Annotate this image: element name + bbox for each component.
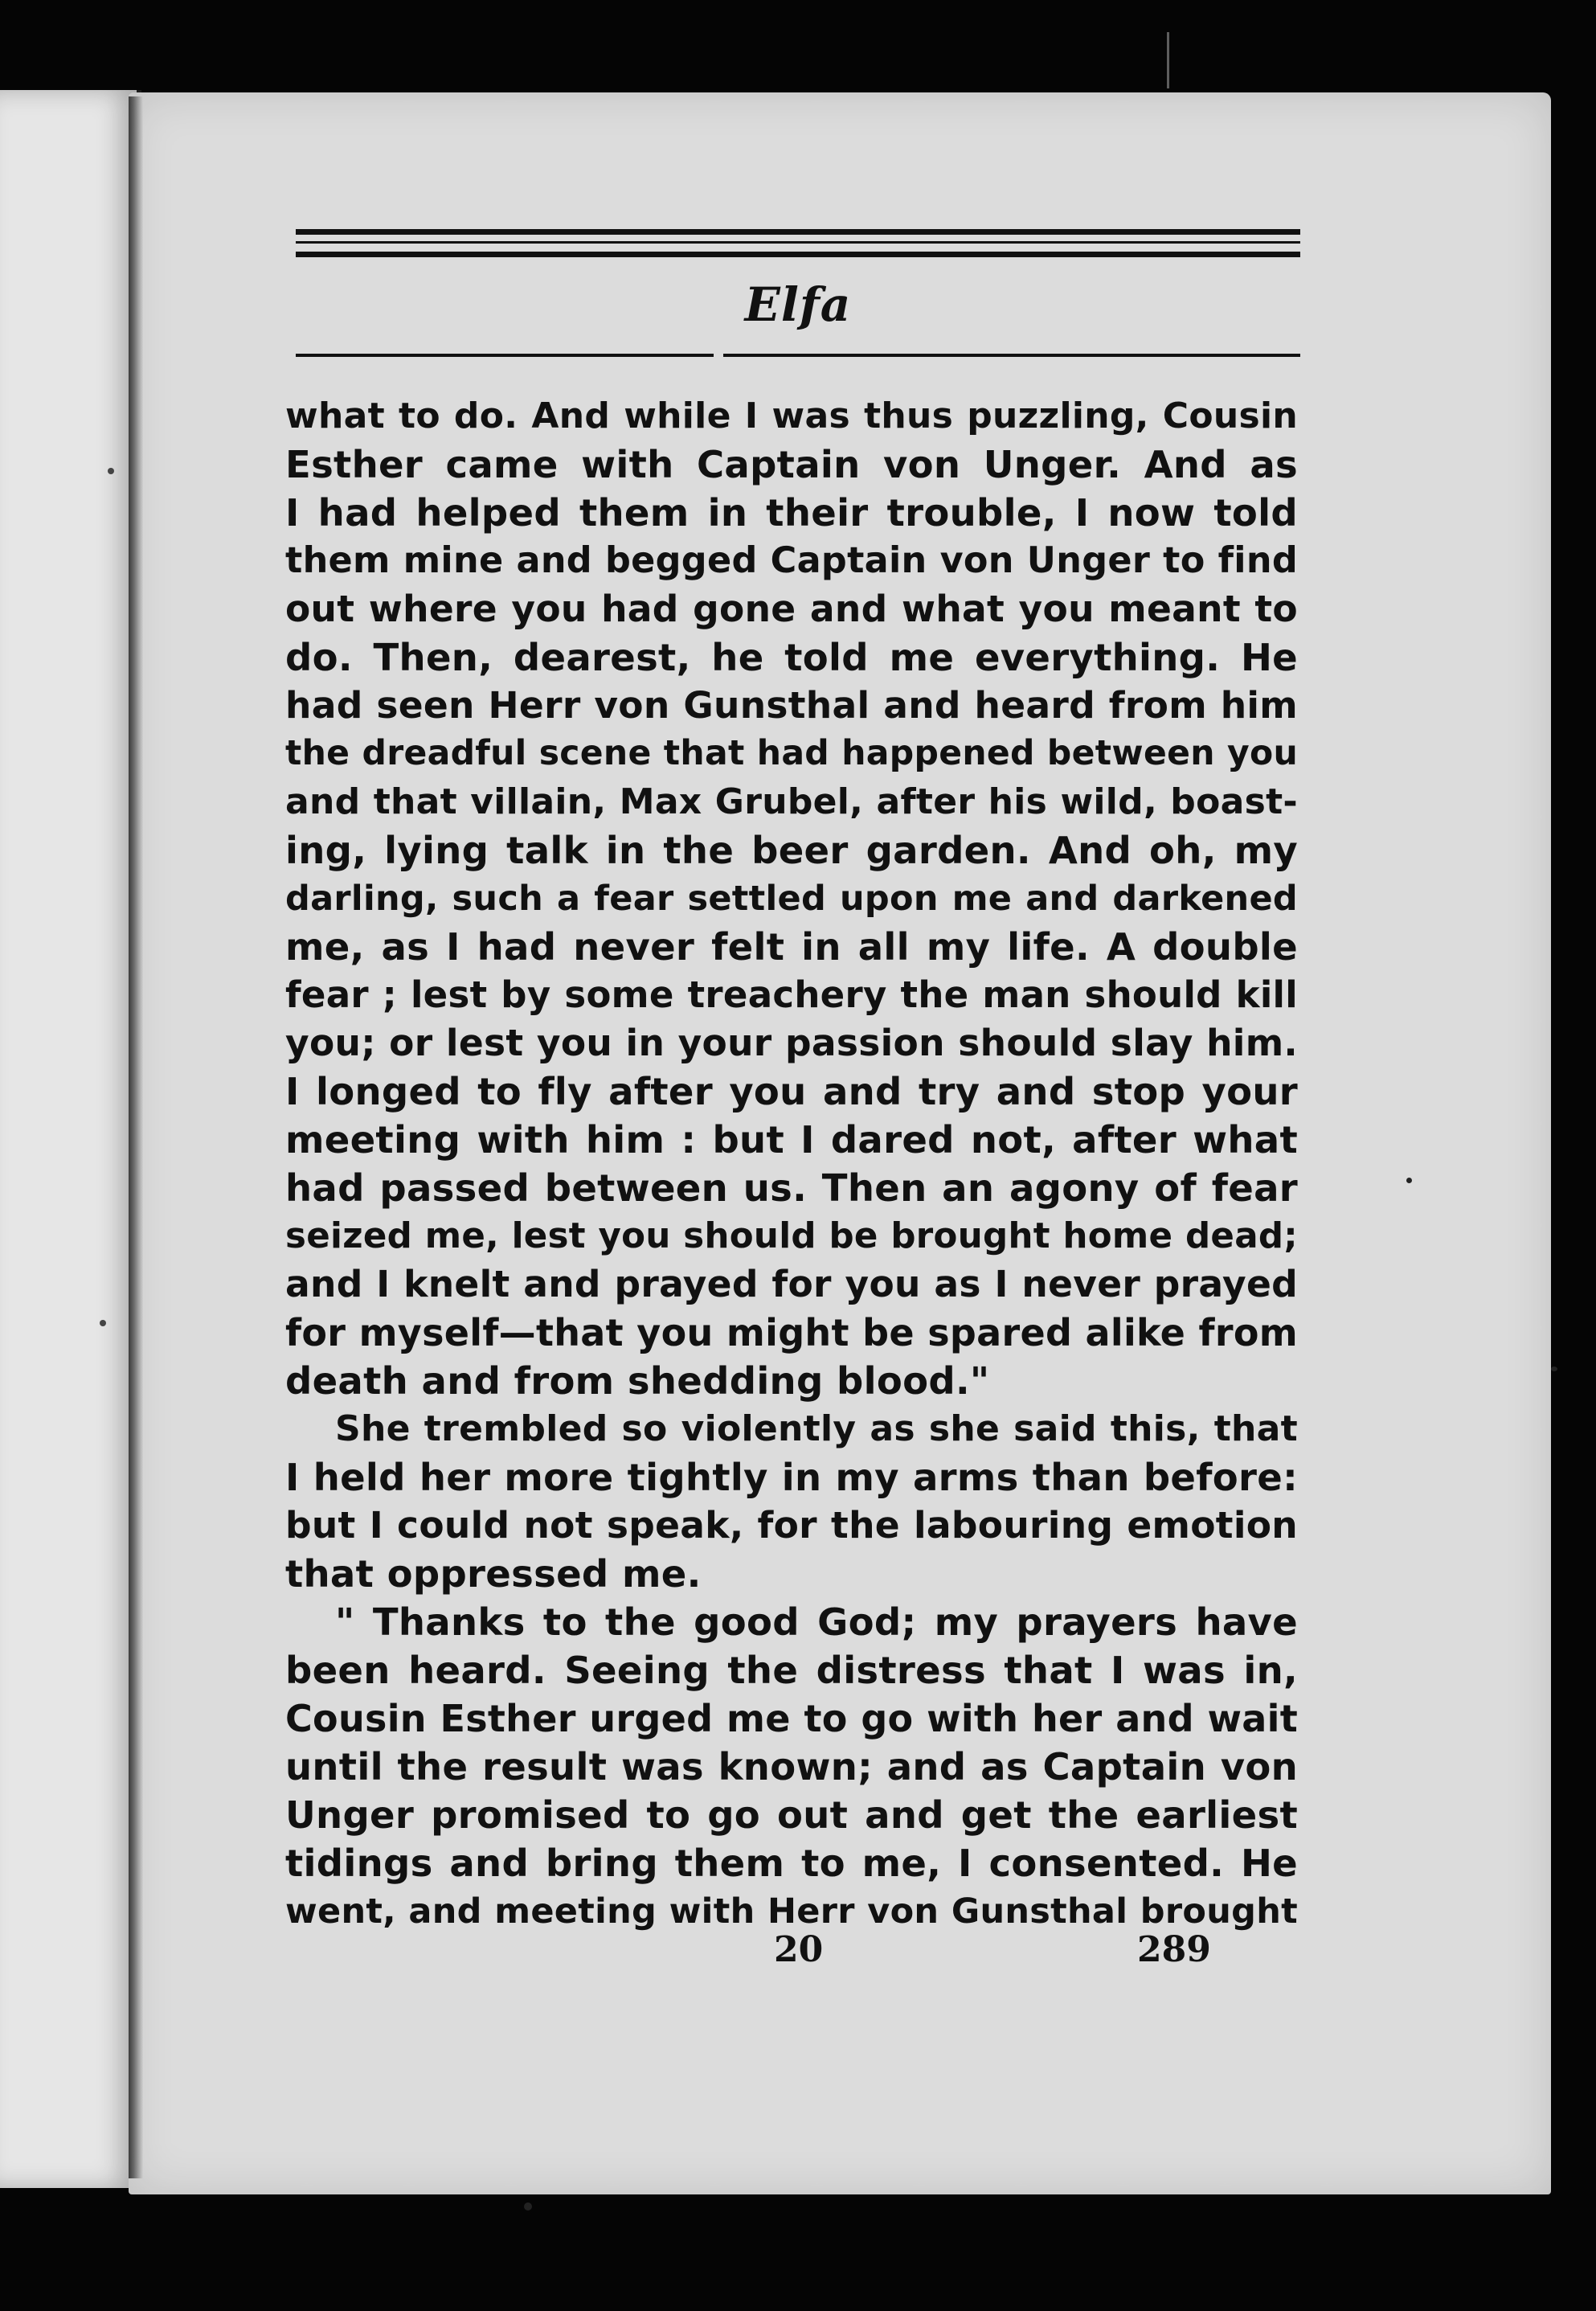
page-number: 289 <box>1137 1929 1211 1970</box>
facing-page-edge <box>0 90 141 2188</box>
edge-scratch <box>1167 32 1169 88</box>
text-line: Cousin Esther urged me to go with her and wait <box>285 1697 1298 1740</box>
text-line: them mine and begged Captain von Unger to find <box>285 540 1298 581</box>
text-line: that oppressed me. <box>285 1552 702 1596</box>
text-line: the dreadful scene that had happened between you <box>285 734 1298 773</box>
dust-speck <box>524 2202 532 2211</box>
text-line: and that villain, Max Grubel, after his wild, boast- <box>285 781 1298 822</box>
text-line: what to do. And while I was thus puzzling, Cousin <box>285 395 1298 436</box>
text-line: I had helped them in their trouble, I now told <box>285 491 1298 535</box>
text-line: for myself—that you might be spared alike from <box>285 1311 1298 1354</box>
text-line: me, as I had never felt in all my life. A double <box>285 925 1298 969</box>
text-line: been heard. Seeing the distress that I was in, <box>285 1649 1298 1692</box>
text-line: I longed to fly after you and try and stop your <box>285 1070 1298 1113</box>
text-line: meeting with him : but I dared not, after what <box>285 1118 1298 1162</box>
text-line: had seen Herr von Gunsthal and heard from him <box>285 684 1298 727</box>
header-rule <box>296 241 1300 244</box>
header-underline-left <box>296 354 714 357</box>
dust-speck <box>100 1320 106 1326</box>
text-line: fear ; lest by some treachery the man should kill <box>285 973 1298 1016</box>
dust-speck <box>1551 1367 1557 1371</box>
body-text <box>285 392 1298 1936</box>
header-rule <box>296 229 1300 235</box>
text-line: do. Then, dearest, he told me everything. He <box>285 636 1298 679</box>
text-line: darling, such a fear settled upon me and darkened <box>285 879 1298 919</box>
text-line: you; or lest you in your passion should slay him. <box>285 1022 1298 1064</box>
text-line: She trembled so violently as she said this, that <box>335 1408 1298 1449</box>
dust-speck <box>108 468 114 474</box>
text-line: ing, lying talk in the beer garden. And oh, my <box>285 829 1298 872</box>
header-rule <box>296 252 1300 257</box>
text-line: and I knelt and prayed for you as I never prayed <box>285 1263 1298 1305</box>
page-gutter <box>129 96 143 2178</box>
signature-mark: 20 <box>774 1929 824 1970</box>
text-line: until the result was known; and as Captain von <box>285 1745 1298 1789</box>
text-line: Unger promised to go out and get the earliest <box>285 1793 1298 1837</box>
text-line: I held her more tightly in my arms than before: <box>285 1456 1298 1499</box>
text-line: out where you had gone and what you meant to <box>285 588 1298 630</box>
header-underline-right <box>723 354 1300 357</box>
text-line: Esther came with Captain von Unger. And as <box>285 443 1298 486</box>
running-head: Elfa <box>744 277 852 332</box>
text-line: seized me, lest you should be brought home dead; <box>285 1216 1298 1256</box>
text-line: went, and meeting with Herr von Gunsthal brought <box>285 1891 1298 1932</box>
text-line: had passed between us. Then an agony of fear <box>285 1166 1298 1210</box>
dust-speck <box>1406 1178 1412 1183</box>
text-line: death and from shedding blood." <box>285 1359 990 1403</box>
text-line: " Thanks to the good God; my prayers have <box>335 1600 1298 1644</box>
text-line: but I could not speak, for the labouring emotion <box>285 1504 1298 1547</box>
text-line: tidings and bring them to me, I consented. He <box>285 1842 1298 1885</box>
